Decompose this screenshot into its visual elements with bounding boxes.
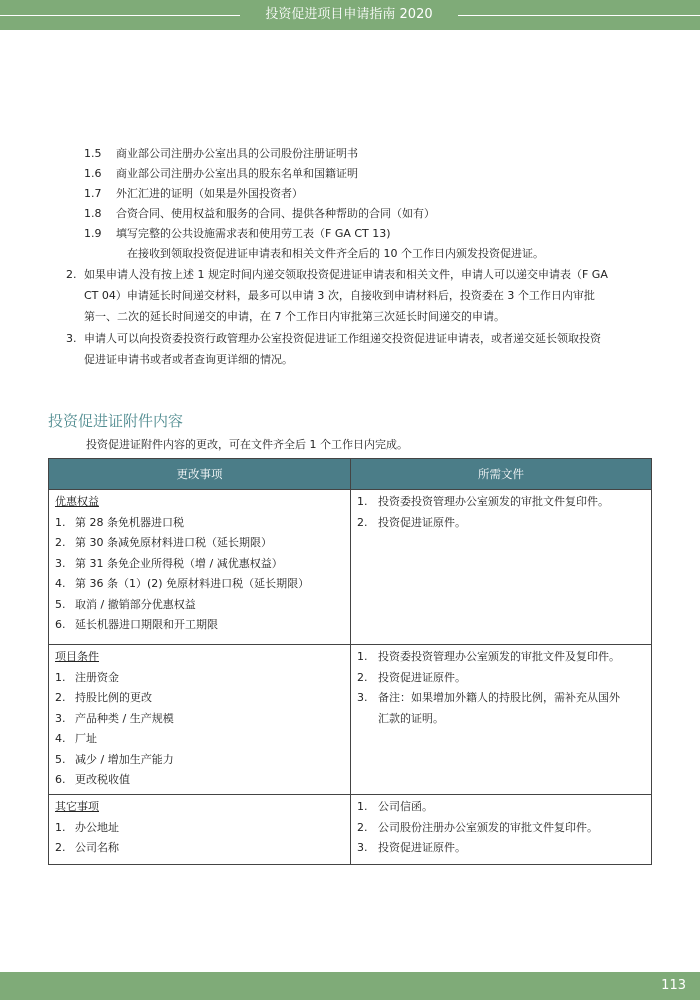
table-cell-documents xyxy=(357,647,647,729)
sub-item-text: 商业部公司注册办公室出具的公司股份注册证明书 xyxy=(116,147,358,160)
section-title: 投资促进证附件内容 xyxy=(48,412,184,430)
paragraph-body xyxy=(84,328,659,370)
list-item: 1. 投资委投资管理办公室颁发的审批文件及复印件。 xyxy=(357,650,620,663)
table-cell-changes xyxy=(55,797,345,859)
list-item: 2. 第 30 条减免原材料进口税（延长期限） xyxy=(55,536,272,549)
paragraph-line: 如果申请人没有按上述 1 规定时间内递交领取投资促进证申请表和相关文件，申请人可以递交申请表（F GA xyxy=(84,268,608,281)
sub-item-number: 1.7 xyxy=(84,187,102,200)
list-item-continuation: 汇款的证明。 xyxy=(378,711,444,725)
list-item: 1. 投资委投资管理办公室颁发的审批文件复印件。 xyxy=(357,495,609,508)
paragraph-line: CT 04）申请延长时间递交材料，最多可以申请 3 次，自接收到申请材料后，投资委在 3 个工作日内审批 xyxy=(84,289,595,302)
header-title: 投资促进项目申请指南 2020 xyxy=(265,7,433,22)
header-rule-left xyxy=(0,15,240,16)
list-item: 1. 办公地址 xyxy=(55,820,119,834)
paragraph-line: 促进证申请书或者或者查询更详细的情况。 xyxy=(84,353,293,366)
table-header-cell-documents: 所需文件 xyxy=(478,467,524,481)
sub-item-number: 1.8 xyxy=(84,207,102,220)
sub-item-text: 外汇汇进的证明（如果是外国投资者） xyxy=(116,187,303,200)
list-item: 1. 公司信函。 xyxy=(357,800,433,813)
list-item: 6. 更改税收值 xyxy=(55,773,130,786)
list-item: 2. 投资促进证原件。 xyxy=(357,515,466,529)
change-category-heading: 项目条件 xyxy=(55,650,99,663)
table-row-divider xyxy=(49,489,651,490)
table-row-divider xyxy=(49,644,651,645)
attachment-table xyxy=(48,458,652,865)
list-item: 5. 取消 / 撤销部分优惠权益 xyxy=(55,597,196,611)
section-description: 投资促进证附件内容的更改，可在文件齐全后 1 个工作日内完成。 xyxy=(86,438,408,451)
paragraph-line: 申请人可以向投资委投资行政管理办公室投资促进证工作组递交投资促进证申请表，或者递交延长领取投资 xyxy=(84,332,601,345)
list-item: 2. 公司名称 xyxy=(55,841,119,854)
sub-item-number: 1.9 xyxy=(84,227,102,240)
paragraph-item xyxy=(66,328,666,372)
list-item: 3. 产品种类 / 生产规模 xyxy=(55,711,174,725)
list-item: 2. 投资促进证原件。 xyxy=(357,670,466,684)
list-item: 5. 减少 / 增加生产能力 xyxy=(55,752,174,766)
list-item: 4. 厂址 xyxy=(55,732,97,745)
sub-item-text: 填写完整的公共设施需求表和使用劳工表（F GA CT 13) xyxy=(116,227,391,240)
list-item: 2. 公司股份注册办公室颁发的审批文件复印件。 xyxy=(357,820,598,834)
sub-item-text: 商业部公司注册办公室出具的股东名单和国籍证明 xyxy=(116,167,358,180)
list-item: 1. 第 28 条免机器进口税 xyxy=(55,515,184,529)
table-column-divider xyxy=(350,459,351,864)
table-cell-changes xyxy=(55,492,345,636)
paragraph-number: 3. xyxy=(66,332,77,345)
paragraph-number: 2. xyxy=(66,268,77,281)
paragraph-line: 第一、二次的延长时间递交的申请，在 7 个工作日内审批第三次延长时间递交的申请。 xyxy=(84,310,505,323)
paragraph-item xyxy=(66,264,666,330)
sub-item-text: 合资合同、使用权益和服务的合同、提供各种帮助的合同（如有） xyxy=(116,207,435,220)
change-category-heading: 其它事项 xyxy=(55,800,99,813)
table-cell-changes xyxy=(55,647,345,791)
sub-item-note: 在接收到领取投资促进证申请表和相关文件齐全后的 10 个工作日内颁发投资促进证。 xyxy=(127,247,544,260)
list-item: 3. 备注：如果增加外籍人的持股比例，需补充从国外 xyxy=(357,691,620,704)
header-bar xyxy=(0,0,700,30)
sub-item-number: 1.5 xyxy=(84,147,102,160)
table-cell-documents xyxy=(357,492,647,533)
list-item: 3. 投资促进证原件。 xyxy=(357,841,466,854)
change-category-heading: 优惠权益 xyxy=(55,495,99,508)
list-item: 3. 第 31 条免企业所得税（增 / 减优惠权益） xyxy=(55,556,283,570)
paragraph-body xyxy=(84,264,659,327)
table-row-divider xyxy=(49,794,651,795)
list-item: 1. 注册资金 xyxy=(55,670,119,684)
list-item: 6. 延长机器进口期限和开工期限 xyxy=(55,618,218,631)
table-header-cell-change: 更改事项 xyxy=(176,467,223,481)
sub-item-number: 1.6 xyxy=(84,167,102,180)
page-number: 113 xyxy=(661,978,686,993)
list-item: 4. 第 36 条（1）(2) 免原材料进口税（延长期限） xyxy=(55,577,310,590)
list-item: 2. 持股比例的更改 xyxy=(55,691,152,704)
footer-bar xyxy=(0,972,700,1000)
header-rule-right xyxy=(458,15,700,16)
table-cell-documents xyxy=(357,797,647,859)
